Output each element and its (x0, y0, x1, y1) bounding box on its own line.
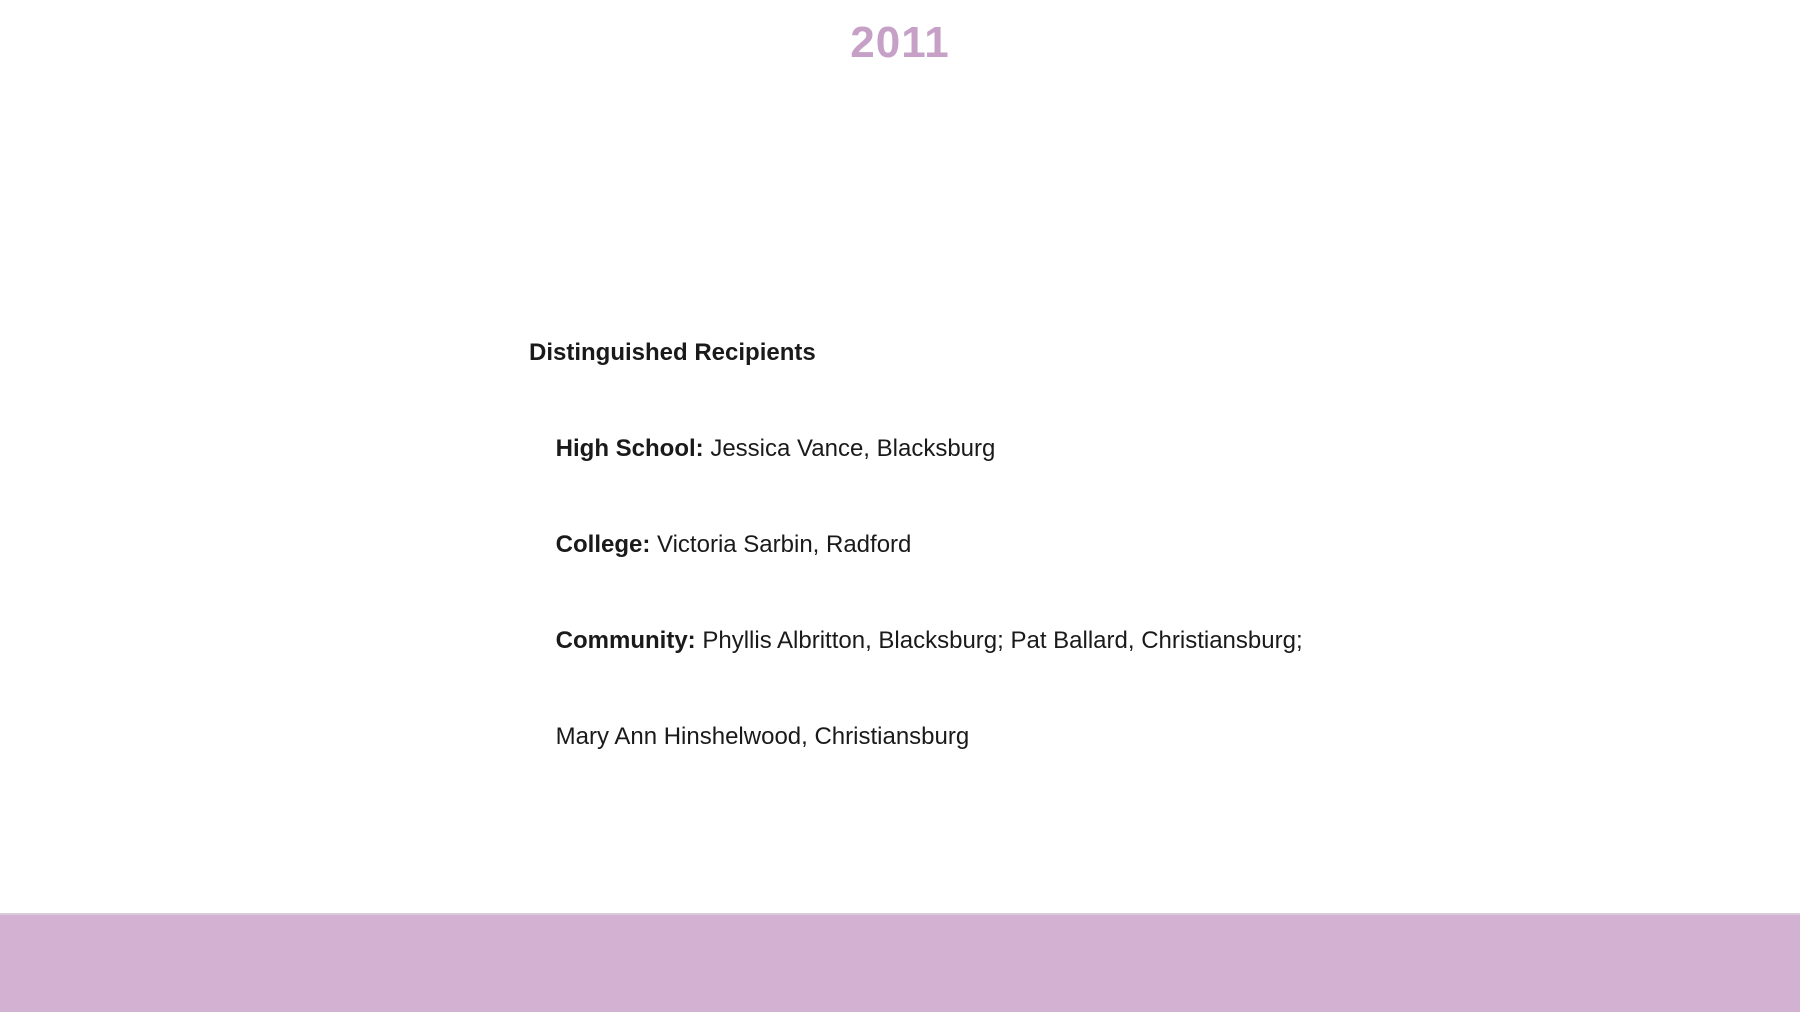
recipient-line-high-school (529, 401, 1309, 497)
recipient-category-label: Community: (555, 627, 696, 654)
footer-accent-bar (0, 913, 1800, 1012)
recipient-names: Phyllis Albritton, Blacksburg; Pat Ballard, Christiansburg; (695, 627, 1303, 654)
recipient-names: Jessica Vance, Blacksburg (703, 435, 996, 462)
recipient-line-community (529, 593, 1309, 689)
recipients-block (529, 337, 1309, 785)
recipient-category-label: High School: (555, 435, 704, 462)
recipients-heading: Distinguished Recipients (529, 339, 816, 366)
blank-line (529, 369, 1309, 401)
recipient-line-college (529, 497, 1309, 593)
recipient-names: Mary Ann Hinshelwood, Christiansburg (555, 723, 970, 750)
recipient-line-community-continued (529, 689, 1309, 785)
recipient-names: Victoria Sarbin, Radford (650, 531, 912, 558)
recipient-category-label: College: (555, 531, 651, 558)
page-title: 2011 (850, 18, 950, 67)
